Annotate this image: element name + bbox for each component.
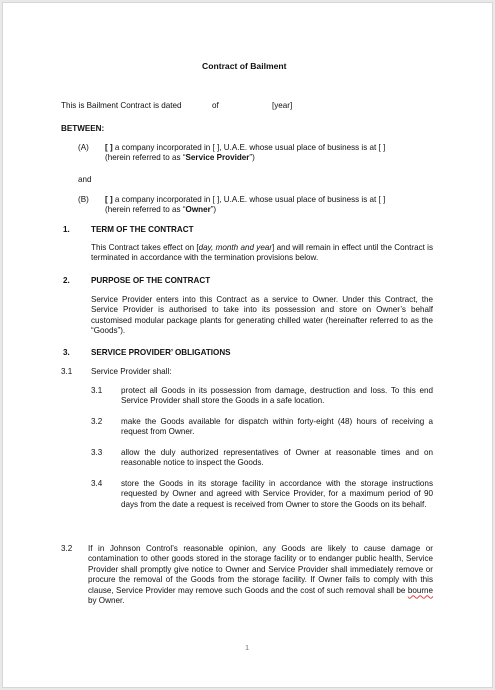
sub-item-text: allow the duly authorized representatives of Owner at reasonable times and on reasonable notice to inspect the Goods. xyxy=(121,448,433,468)
intro-text: This is Bailment Contract is dated xyxy=(61,101,182,110)
section-2-number: 2. xyxy=(63,276,70,285)
party-a-ref-pre: (herein referred to as “ xyxy=(105,153,186,162)
party-a-bracket: [ ] xyxy=(105,143,113,152)
clause-3-1-text: Service Provider shall: xyxy=(91,367,172,376)
document-title: Contract of Bailment xyxy=(202,61,287,71)
party-b-name: Owner xyxy=(185,205,211,214)
sub-item-text: make the Goods available for dispatch within forty-eight (48) hours of receiving a request from Owner. xyxy=(121,417,433,437)
section-1-text-post: ] and will remain in effect until the Contract is terminated in accordance with the termination provisions below. xyxy=(91,243,434,263)
document-page xyxy=(2,2,493,688)
between-heading: BETWEEN: xyxy=(61,124,105,133)
intro-year: [year] xyxy=(272,101,293,110)
section-1-number: 1. xyxy=(63,225,70,234)
party-b-marker: (B) xyxy=(78,195,89,204)
section-3-heading: SERVICE PROVIDER’ OBLIGATIONS xyxy=(91,348,231,357)
section-2-paragraph: Service Provider enters into this Contract as a service to Owner. Under this Contract, the Service Provider is authorised to take into its possession and store on Owner’s behalf customised modular package plants for generating chilled water (hereinafter referred to as the “Goods”). xyxy=(91,295,433,336)
sub-item-number: 3.1 xyxy=(91,386,103,395)
sub-item-number: 3.2 xyxy=(91,417,103,426)
party-b-description: a company incorporated in [ ], U.A.E. whose usual place of business is at [ ] xyxy=(112,195,386,204)
section-3-number: 3. xyxy=(63,348,70,357)
party-b-ref-post: ”) xyxy=(210,205,217,214)
clause-3-2-number: 3.2 xyxy=(61,544,73,553)
section-2-heading: PURPOSE OF THE CONTRACT xyxy=(91,276,211,285)
section-1-heading: TERM OF THE CONTRACT xyxy=(91,225,194,234)
party-b-line2 xyxy=(105,205,216,215)
section-1-paragraph xyxy=(91,243,433,264)
section-1-text-pre: This Contract takes effect on [ xyxy=(91,243,199,252)
sub-item-text: store the Goods in its storage facility in accordance with the storage instructions requested by Owner and agreed with Service Provider, for a maximum period of 90 days from the date a request is received from Owner to store the Goods on its behalf. xyxy=(121,479,433,509)
party-a-name: Service Provider xyxy=(185,153,250,162)
section-1-date-placeholder: day, month and year xyxy=(198,243,273,252)
party-a-marker: (A) xyxy=(78,143,89,152)
party-b-line1 xyxy=(105,195,385,205)
page-number: 1 xyxy=(245,643,250,652)
clause-3-1-number: 3.1 xyxy=(61,367,73,376)
party-a-ref-post: ”) xyxy=(249,153,255,162)
clause-3-2-text: If in Johnson Control’s reasonable opinion, any Goods are likely to cause damage or contamination to other goods stored in the storage facility or to endanger public health, Service Provider shall promptly give notice to Owner and Service Provider shall immediately remove or procure the removal of the Goods from the storage facility. If Owner fails to comply with this clause, Service Provider may remove such Goods and the cost of such removal shall be xyxy=(88,544,433,595)
intro-of: of xyxy=(212,101,219,110)
party-a-line1 xyxy=(105,143,385,153)
and-text: and xyxy=(78,175,92,184)
party-a-line2 xyxy=(105,153,255,163)
sub-item-number: 3.3 xyxy=(91,448,103,457)
clause-3-2-paragraph xyxy=(88,544,433,606)
party-b-ref-pre: (herein referred to as “ xyxy=(105,205,186,214)
sub-item-text: protect all Goods in its possession from damage, destruction and loss. To this end Service Provider shall store the Goods in a safe location. xyxy=(121,386,433,406)
sub-item-number: 3.4 xyxy=(91,479,103,488)
clause-3-2-end: by Owner. xyxy=(88,596,125,606)
party-a-description: a company incorporated in [ ], U.A.E. whose usual place of business is at [ ] xyxy=(112,143,386,152)
party-b-bracket: [ ] xyxy=(105,195,113,204)
misspelled-word: bourne xyxy=(407,585,434,595)
